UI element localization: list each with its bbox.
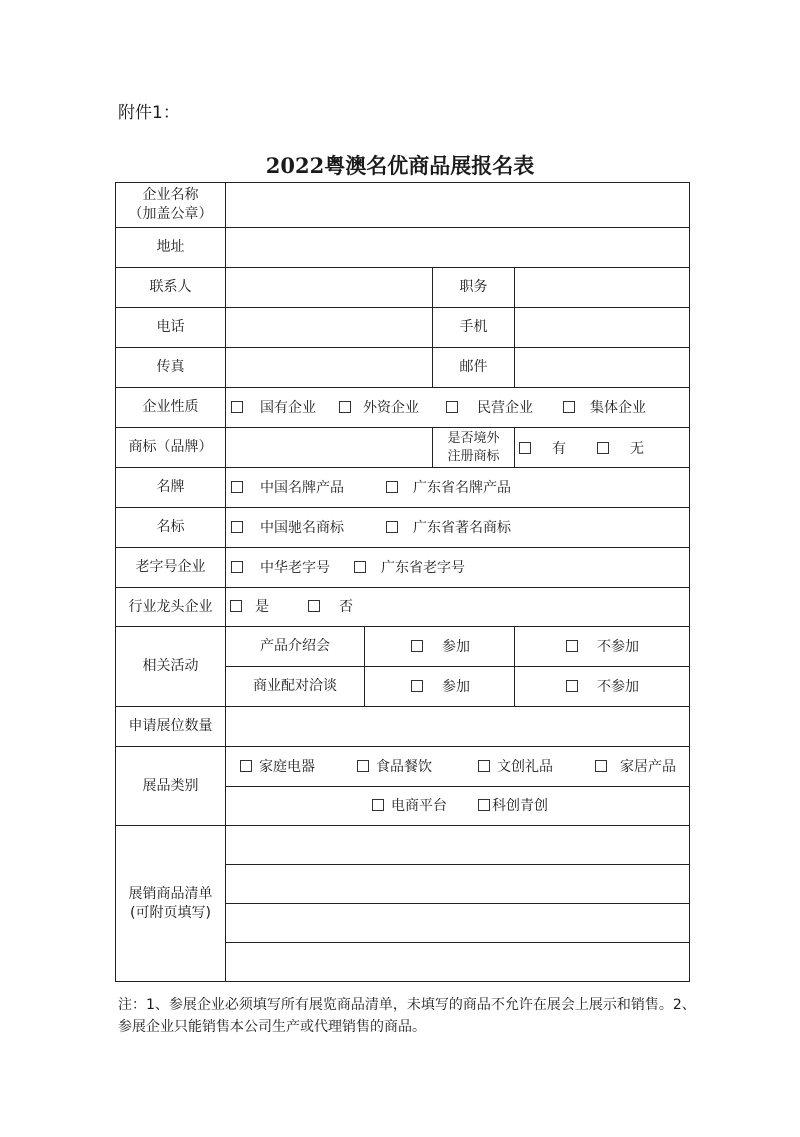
goods-list-row[interactable] <box>226 943 689 981</box>
checkbox-icon[interactable] <box>357 760 369 772</box>
checkbox-icon[interactable] <box>595 760 607 772</box>
company-name-field[interactable] <box>226 183 689 227</box>
mobile-label: 手机 <box>459 319 488 335</box>
product-intro-option-attend[interactable]: 参加 <box>411 636 470 656</box>
goods-list-row[interactable] <box>226 904 689 942</box>
goods-list-label-line2: (可附页填写) <box>130 904 211 921</box>
leader-label: 行业龙头企业 <box>128 598 213 615</box>
contact-label: 联系人 <box>149 279 192 295</box>
phone-label: 电话 <box>156 319 185 335</box>
address-field[interactable] <box>226 228 689 267</box>
checkbox-icon[interactable] <box>519 442 531 454</box>
checkbox-icon[interactable] <box>231 561 243 573</box>
goods-list-label <box>116 826 225 981</box>
leader-option-yes[interactable]: 是 <box>230 596 269 616</box>
phone-field[interactable] <box>226 308 432 347</box>
checkbox-icon[interactable] <box>386 481 398 493</box>
nature-label: 企业性质 <box>142 399 199 415</box>
position-label: 职务 <box>459 279 488 295</box>
checkbox-icon[interactable] <box>478 799 490 811</box>
category-option-innovation[interactable]: 科创青创 <box>478 795 548 815</box>
nature-option-collective[interactable]: 集体企业 <box>563 397 646 417</box>
checkbox-icon[interactable] <box>566 640 578 652</box>
mobile-field[interactable] <box>515 308 689 347</box>
goods-list-row[interactable] <box>226 826 689 864</box>
company-name-label-line1: 企业名称 <box>142 187 199 203</box>
nature-option-foreign[interactable]: 外资企业 <box>339 397 419 417</box>
nature-option-state-owned[interactable]: 国有企业 <box>231 397 316 417</box>
overseas-label <box>433 428 514 467</box>
checkbox-icon[interactable] <box>231 481 243 493</box>
category-option-home[interactable]: 家居产品 <box>595 756 676 776</box>
checkbox-icon[interactable] <box>478 760 490 772</box>
checkbox-icon[interactable] <box>563 401 575 413</box>
checkbox-icon[interactable] <box>240 760 252 772</box>
matchmaking-option-not-attend[interactable]: 不参加 <box>566 676 639 696</box>
email-field[interactable] <box>515 348 689 387</box>
leader-option-no[interactable]: 否 <box>308 596 353 616</box>
table-border <box>115 981 690 982</box>
table-border <box>689 182 690 982</box>
checkbox-icon[interactable] <box>231 401 243 413</box>
fax-label: 传真 <box>156 359 185 375</box>
fax-field[interactable] <box>226 348 432 387</box>
checkbox-icon[interactable] <box>446 401 458 413</box>
position-field[interactable] <box>515 268 689 307</box>
heritage-option-guangdong[interactable]: 广东省老字号 <box>354 557 465 577</box>
address-label: 地址 <box>156 239 185 255</box>
contact-field[interactable] <box>226 268 432 307</box>
trademark-label: 商标（品牌） <box>128 439 213 455</box>
category-option-ecommerce[interactable]: 电商平台 <box>372 795 447 815</box>
mark-option-guangdong[interactable]: 广东省著名商标 <box>386 517 511 537</box>
checkbox-icon[interactable] <box>231 521 243 533</box>
footer-note: 注：1、参展企业必须填写所有展览商品清单，未填写的商品不允许在展会上展示和销售。2、参展企业只能销售本公司生产或代理销售的商品。 <box>118 997 696 1035</box>
mark-option-china[interactable]: 中国驰名商标 <box>231 517 344 537</box>
product-intro-label: 产品介绍会 <box>260 638 330 654</box>
category-option-gifts[interactable]: 文创礼品 <box>478 756 553 776</box>
heritage-label: 老字号企业 <box>135 559 206 575</box>
mark-label: 名标 <box>156 519 185 535</box>
checkbox-icon[interactable] <box>339 401 351 413</box>
checkbox-icon[interactable] <box>566 680 578 692</box>
activities-label: 相关活动 <box>142 658 199 674</box>
form-title: 2022粤澳名优商品展报名表 <box>265 153 535 178</box>
checkbox-icon[interactable] <box>386 521 398 533</box>
column-divider <box>514 626 515 706</box>
company-name-label-line2: （加盖公章） <box>128 206 213 222</box>
matchmaking-label: 商业配对洽谈 <box>253 678 337 694</box>
attachment-label: 附件1： <box>118 103 180 123</box>
checkbox-icon[interactable] <box>308 600 320 612</box>
overseas-label-line1: 是否境外 <box>447 430 500 446</box>
brand-option-guangdong[interactable]: 广东省名牌产品 <box>386 477 511 497</box>
overseas-label-line2: 注册商标 <box>447 448 500 464</box>
goods-list-row[interactable] <box>226 865 689 903</box>
checkbox-icon[interactable] <box>230 600 242 612</box>
heritage-option-china[interactable]: 中华老字号 <box>231 557 330 577</box>
brand-label: 名牌 <box>156 479 185 495</box>
overseas-option-no[interactable]: 无 <box>597 438 644 458</box>
checkbox-icon[interactable] <box>411 640 423 652</box>
nature-option-private[interactable]: 民营企业 <box>446 397 533 417</box>
category-option-appliances[interactable]: 家庭电器 <box>240 756 315 776</box>
column-divider <box>514 427 515 467</box>
checkbox-icon[interactable] <box>354 561 366 573</box>
column-divider <box>364 626 365 706</box>
booth-count-field[interactable] <box>226 707 689 746</box>
checkbox-icon[interactable] <box>597 442 609 454</box>
booth-count-label: 申请展位数量 <box>128 718 213 734</box>
category-option-food[interactable]: 食品餐饮 <box>357 756 432 776</box>
category-label: 展品类别 <box>142 777 199 794</box>
checkbox-icon[interactable] <box>372 799 384 811</box>
goods-list-label-line1: 展销商品清单 <box>128 885 213 902</box>
matchmaking-option-attend[interactable]: 参加 <box>411 676 470 696</box>
company-name-label <box>116 183 225 227</box>
email-label: 邮件 <box>459 359 488 375</box>
row-divider <box>225 786 690 787</box>
brand-option-china[interactable]: 中国名牌产品 <box>231 477 344 497</box>
trademark-field[interactable] <box>226 428 432 467</box>
overseas-option-yes[interactable]: 有 <box>519 438 566 458</box>
product-intro-option-not-attend[interactable]: 不参加 <box>566 636 639 656</box>
checkbox-icon[interactable] <box>411 680 423 692</box>
